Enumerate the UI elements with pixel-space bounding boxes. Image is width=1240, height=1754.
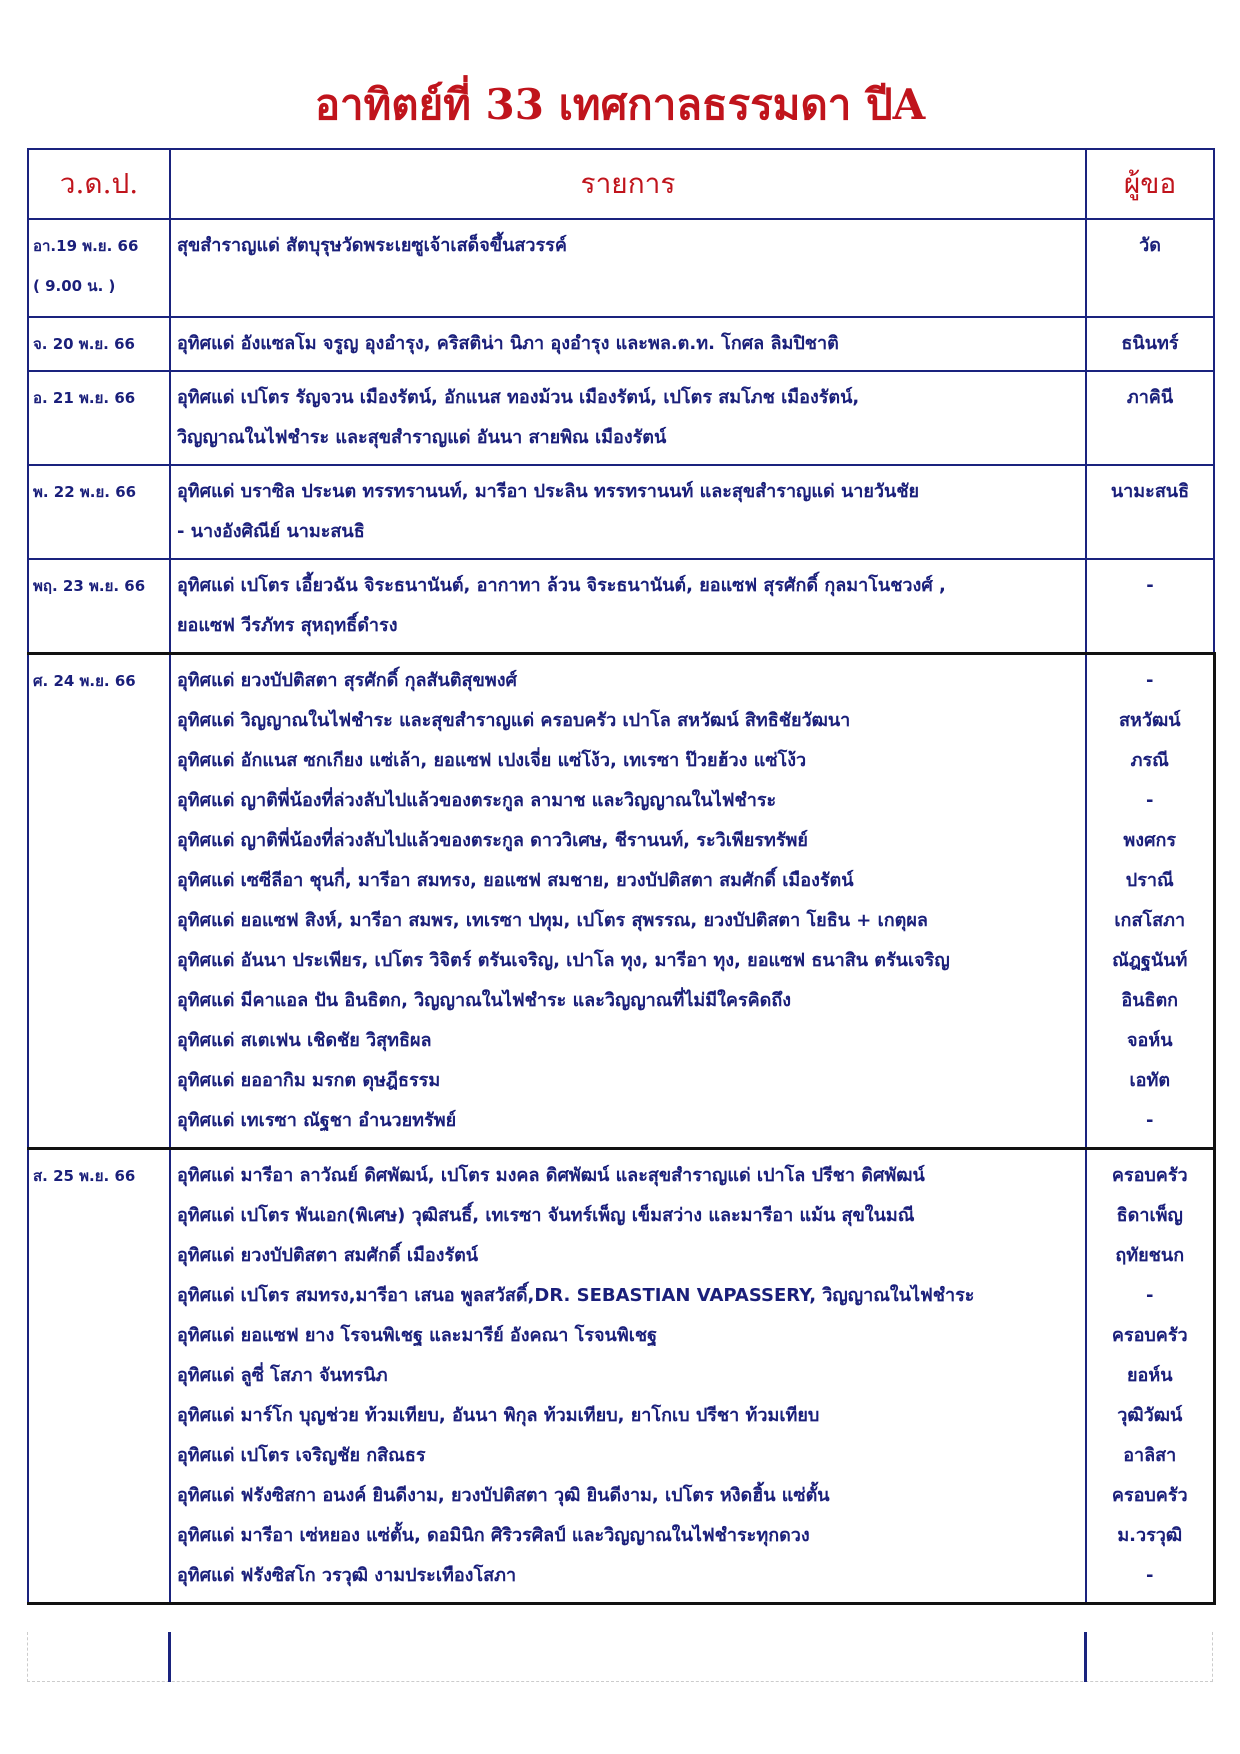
intention-line: อุทิศแด่ ยออากิม มรกต ดุษฎีธรรม [177, 1070, 441, 1091]
date-cell [28, 317, 170, 371]
intention-line: อุทิศแด่ เปโตร เอี้ยวฉัน จิระธนานันต์, อากาทา ล้วน จิระธนานันต์, ยอแซฟ สุรศักดิ์ กุลมาโนชวงศ์ , [177, 575, 946, 596]
intentions-table [27, 148, 1216, 1605]
intention-line: อุทิศแด่ เซซีลีอา ชุนกี่, มารีอา สมทรง, ยอแซฟ สมชาย, ยวงบัปติสตา สมศักดิ์ เมืองรัตน์ [177, 870, 854, 891]
intention-line: อุทิศแด่ เปโตร รัญจวน เมืองรัตน์, อักแนส ทองม้วน เมืองรัตน์, เปโตร สมโภช เมืองรัตน์, [177, 387, 860, 408]
items-cell [170, 559, 1086, 654]
date-text: ส. 25 พ.ย. 66 [33, 1167, 136, 1185]
items-cell [170, 371, 1086, 465]
requester-name: ธนินทร์ [1121, 333, 1179, 354]
date-text: พ. 22 พ.ย. 66 [33, 483, 137, 501]
column-divider [1084, 1632, 1087, 1682]
intention-line: อุทิศแด่ ญาติพี่น้องที่ล่วงลับไปแล้วของตระกูล ลามาช และวิญญาณในไฟชำระ [177, 790, 777, 811]
requester-name: อาลิสา [1123, 1445, 1177, 1466]
intention-line: อุทิศแด่ ฟรังซิสกา อนงค์ ยินดีงาม, ยวงบัปติสตา วุฒิ ยินดีงาม, เปโตร หงิดฮิ้น แซ่ตั้น [177, 1485, 830, 1506]
requester-cell [1086, 465, 1214, 559]
table-row [28, 1149, 1214, 1604]
requester-cell [1086, 1149, 1214, 1604]
intention-line: อุทิศแด่ มาร์โก บุญช่วย ท้วมเทียบ, อันนา พิกุล ท้วมเทียบ, ยาโกเบ ปรีชา ท้วมเทียบ [177, 1405, 820, 1426]
date-cell [28, 371, 170, 465]
intention-line: อุทิศแด่ เปโตร สมทรง,มารีอา เสนอ พูลสวัสดิ์,DR. SEBASTIAN VAPASSERY, วิญญาณในไฟชำระ [177, 1285, 975, 1306]
intention-line: ยอแซฟ วีรภัทร สุหฤทธิ์ดำรง [177, 615, 398, 636]
requester-name: - [1146, 575, 1154, 596]
intention-line: อุทิศแด่ เปโตร เจริญชัย กสิณธร [177, 1445, 426, 1466]
date-cell [28, 1149, 170, 1604]
requester-name: - [1146, 1110, 1154, 1131]
intention-line: อุทิศแด่ ยอแซฟ สิงห์, มารีอา สมพร, เทเรซา ปทุม, เปโตร สุพรรณ, ยวงบัปติสตา โยธิน + เกตุผล [177, 910, 928, 931]
items-cell [170, 1149, 1086, 1604]
requester-name: ครอบครัว [1111, 1325, 1188, 1346]
intention-line: อุทิศแด่ ยอแซฟ ยาง โรจนพิเชฐ และมารีย์ อังคณา โรจนพิเชฐ [177, 1325, 657, 1346]
intention-line: วิญญาณในไฟชำระ และสุขสำราญแด่ อันนา สายพิณ เมืองรัตน์ [177, 427, 667, 448]
table-row [28, 219, 1214, 317]
requester-name: ธิดาเพ็ญ [1116, 1205, 1183, 1226]
table-row [28, 317, 1214, 371]
requester-name: ภาคินี [1126, 387, 1174, 408]
requester-cell [1086, 219, 1214, 317]
date-cell [28, 219, 170, 317]
requester-name: - [1146, 670, 1154, 691]
requester-name: ณัฎฐนันท์ [1112, 950, 1188, 971]
requester-name: อินธิตก [1121, 990, 1179, 1011]
header-requester: ผู้ขอ [1086, 149, 1214, 219]
dashed-border [27, 1632, 1213, 1682]
table-row [28, 654, 1214, 1149]
items-cell [170, 654, 1086, 1149]
items-cell [170, 219, 1086, 317]
requester-cell [1086, 559, 1214, 654]
table-header-row [28, 149, 1214, 219]
intention-line: อุทิศแด่ เทเรซา ณัฐชา อำนวยทรัพย์ [177, 1110, 457, 1131]
column-divider [168, 1632, 171, 1682]
intention-line: อุทิศแด่ มีคาแอล ปัน อินธิตก, วิญญาณในไฟชำระ และวิญญาณที่ไม่มีใครคิดถึง [177, 990, 792, 1011]
requester-name: - [1146, 1285, 1154, 1306]
requester-name: - [1146, 790, 1154, 811]
requester-name: เกสโสภา [1114, 910, 1186, 931]
date-text: อ. 21 พ.ย. 66 [33, 389, 136, 407]
intention-line: อุทิศแด่ ลูซี่ โสภา จันทรนิภ [177, 1365, 388, 1386]
requester-name: นามะสนธิ [1110, 481, 1190, 502]
intention-line: อุทิศแด่ ฟรังซิสโก วรวุฒิ งามประเทืองโสภา [177, 1565, 517, 1586]
requester-name: ครอบครัว [1111, 1165, 1188, 1186]
requester-name: ภรณี [1130, 750, 1169, 771]
requester-cell [1086, 371, 1214, 465]
requester-name: เอทัต [1129, 1070, 1171, 1091]
requester-name: ฤทัยชนก [1115, 1245, 1185, 1266]
table-row [28, 559, 1214, 654]
requester-name: พงศกร [1123, 830, 1177, 851]
table-row [28, 465, 1214, 559]
requester-cell [1086, 317, 1214, 371]
header-items: รายการ [170, 149, 1086, 219]
intention-line: อุทิศแด่ บราซิล ประนต ทรรทรานนท์, มารีอา ประลิน ทรรทรานนท์ และสุขสำราญแด่ นายวันชัย [177, 481, 920, 502]
intention-line: อุทิศแด่ มารีอา เซ่หยอง แซ่ตั้น, ดอมินิก ศิริวรศิลป์ และวิญญาณในไฟชำระทุกดวง [177, 1525, 810, 1546]
date-text: อา.19 พ.ย. 66 [33, 237, 139, 255]
intention-line: - นางอังศิณีย์ นามะสนธิ [177, 521, 365, 542]
date-text: จ. 20 พ.ย. 66 [33, 335, 135, 353]
intention-line: อุทิศแด่ เปโตร พันเอก(พิเศษ) วุฒิสนธิ์, เทเรซา จันทร์เพ็ญ เข็มสว่าง และมารีอา แม้น สุขในมณี [177, 1205, 915, 1226]
requester-name: ปราณี [1125, 870, 1174, 891]
intention-line: อุทิศแด่ สเตเฟน เชิดชัย วิสุทธิผล [177, 1030, 432, 1051]
requester-name: วัด [1139, 235, 1161, 256]
intention-line: อุทิศแด่ อันนา ประเพียร, เปโตร วิจิตร์ ตรันเจริญ, เปาโล ทุง, มารีอา ทุง, ยอแซฟ ธนาสิน ตรันเจริญ [177, 950, 950, 971]
date-text: ศ. 24 พ.ย. 66 [33, 672, 136, 690]
intention-line: อุทิศแด่ ญาติพี่น้องที่ล่วงลับไปแล้วของตระกูล ดาววิเศษ, ชีรานนท์, ระวิเพียรทรัพย์ [177, 830, 808, 851]
date-text: พฤ. 23 พ.ย. 66 [33, 577, 146, 595]
date-cell [28, 465, 170, 559]
table-row [28, 371, 1214, 465]
requester-name: จอห์น [1126, 1030, 1173, 1051]
requester-cell [1086, 654, 1214, 1149]
items-cell [170, 465, 1086, 559]
table-empty-tail [27, 1632, 1213, 1682]
date-cell [28, 559, 170, 654]
intention-line: สุขสำราญแด่ สัตบุรุษวัดพระเยซูเจ้าเสด็จขึ้นสวรรค์ [177, 235, 567, 256]
intention-line: อุทิศแด่ อังแซลโม จรูญ อุงอำรุง, คริสติน่า นิภา อุงอำรุง และพล.ต.ท. โกศล ลิมปิชาติ [177, 333, 839, 354]
intention-line: อุทิศแด่ ยวงบัปติสตา สมศักดิ์ เมืองรัตน์ [177, 1245, 479, 1266]
page-title: อาทิตย์ที่ 33 เทศกาลธรรมดา ปีA [314, 80, 926, 129]
requester-name: - [1146, 1565, 1154, 1586]
requester-name: ยอห์น [1126, 1365, 1173, 1386]
intention-line: อุทิศแด่ ยวงบัปติสตา สุรศักดิ์ กุลสันติสุขพงศ์ [177, 670, 517, 691]
requester-name: ครอบครัว [1111, 1485, 1188, 1506]
items-cell [170, 317, 1086, 371]
date-text: ( 9.00 น. ) [33, 277, 116, 295]
requester-name: วุฒิวัฒน์ [1117, 1405, 1183, 1426]
header-date: ว.ด.ป. [28, 149, 170, 219]
date-cell [28, 654, 170, 1149]
requester-name: สหวัฒน์ [1118, 710, 1181, 731]
intention-line: อุทิศแด่ มารีอา ลาวัณย์ ดิศพัฒน์, เปโตร มงคล ดิศพัฒน์ และสุขสำราญแด่ เปาโล ปรีชา ดิศพัฒน์ [177, 1165, 925, 1186]
intention-line: อุทิศแด่ วิญญาณในไฟชำระ และสุขสำราญแด่ ครอบครัว เปาโล สหวัฒน์ สิทธิชัยวัฒนา [177, 710, 851, 731]
intention-line: อุทิศแด่ อักแนส ซกเกียง แซ่เล้า, ยอแซฟ เปงเจี่ย แซ่โง้ว, เทเรซา ป๊วยฮ้วง แซ่โง้ว [177, 750, 807, 771]
requester-name: ม.วรวุฒิ [1117, 1525, 1183, 1546]
